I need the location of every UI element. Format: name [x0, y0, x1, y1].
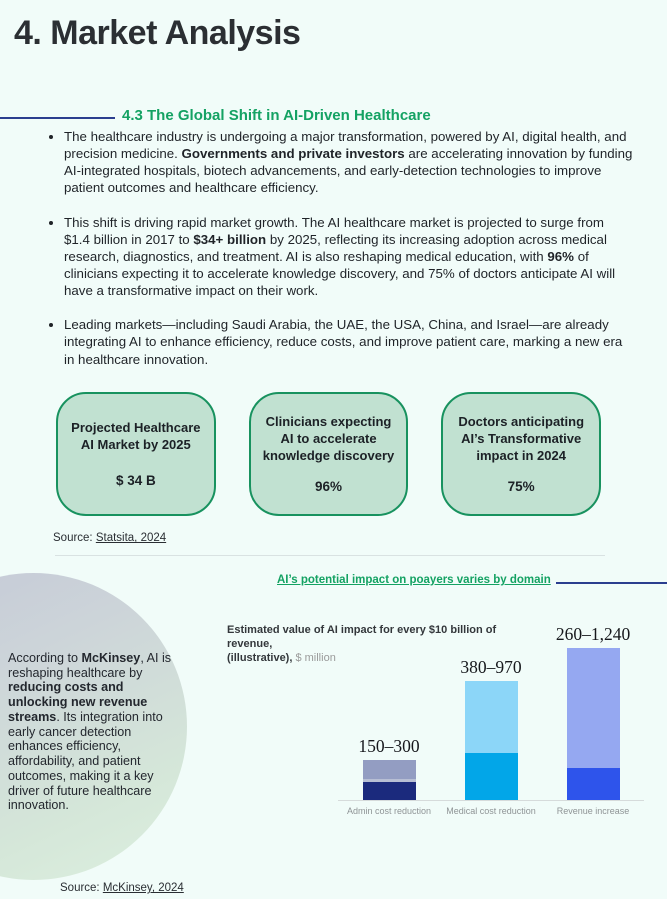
chart-title-unit: $ million	[292, 651, 336, 664]
stat-card-value: 96%	[314, 478, 343, 494]
chart-axis-label: Admin cost reduction	[346, 806, 432, 816]
insight-text: According to McKinsey, AI is reshaping healthcare by reducing costs and unlocking new revenue streams. Its integration into early cancer detection enhances efficiency, affordability, and patient outcomes, making it a key driver of future healthcare innovation.	[8, 651, 172, 813]
chart-bar-column	[542, 624, 644, 800]
chart-bar-column	[440, 657, 542, 800]
page-title: 4. Market Analysis	[14, 14, 301, 52]
bar-stack	[465, 681, 518, 800]
bullet-item-industry-transformation: • The healthcare industry is undergoing a major transformation, powered by AI, digital health, and precision medicine. Governments and private investors are accelerating innovation by funding AI-integrated hospitals, biotech advancements, and early-detection technologies to improve patient outcomes and healthcare efficiency.	[64, 128, 633, 197]
chart-axis-labels	[338, 801, 644, 816]
chart-title-line2: (illustrative),	[227, 651, 293, 664]
source-prefix: Source:	[60, 882, 103, 894]
stat-cards-row	[56, 392, 601, 516]
bar-segment-upper-range	[567, 648, 620, 768]
bar-range-label: 150–300	[358, 736, 420, 757]
bar-range-label: 260–1,240	[555, 623, 631, 644]
bar-segment-upper-range	[465, 681, 518, 753]
section-heading-rule	[0, 117, 115, 119]
source-mckinsey-link[interactable]: McKinsey, 2024	[102, 882, 184, 894]
chart-bar-column	[338, 736, 440, 800]
chart-bars	[338, 617, 644, 801]
stat-card-value: 75%	[507, 478, 535, 494]
bar-chart	[338, 617, 644, 816]
bullet-item-leading-markets: • Leading markets—including Saudi Arabia, the UAE, the USA, China, and Israel—are already integrating AI to enhance efficiency, reduce costs, and improve patient care, marking a new era in healthcare innovation.	[64, 316, 633, 367]
bar-stack	[567, 648, 620, 800]
chart-axis-label: Medical cost reduction	[446, 806, 536, 816]
source-prefix: Source:	[53, 532, 96, 544]
source-statsita	[53, 532, 166, 544]
section-divider	[55, 555, 605, 556]
stat-card-clinicians	[249, 392, 409, 516]
section-heading: 4.3 The Global Shift in AI-Driven Healthcare	[122, 107, 431, 124]
stat-card-market	[56, 392, 216, 516]
bar-segment-low-estimate	[363, 782, 416, 800]
stat-card-doctors	[441, 392, 601, 516]
stat-card-title: Projected Healthcare AI Market by 2025	[71, 419, 201, 452]
bullet-item-market-growth: • This shift is driving rapid market growth. The AI healthcare market is projected to surge from $1.4 billion in 2017 to $34+ billion by 2025, reflecting its increasing adoption across medical research, diagnostics, and treatment. AI is also reshaping medical education, with 96% of clinicians expecting it to accelerate knowledge discovery, and 75% of doctors anticipate AI will have a transformative impact on their work.	[64, 214, 633, 300]
chart-heading-rule	[556, 582, 667, 584]
bar-segment-low-estimate	[465, 753, 518, 800]
bullet-list	[48, 128, 633, 385]
source-statsita-link[interactable]: Statsita, 2024	[95, 532, 167, 544]
bar-range-label: 380–970	[460, 657, 522, 678]
stat-card-title: Doctors anticipating AI’s Transformative impact in 2024	[458, 414, 585, 463]
bar-stack	[363, 760, 416, 800]
chart-axis-label: Revenue increase	[556, 806, 630, 816]
bar-segment-low-estimate	[567, 768, 620, 800]
stat-card-value: $ 34 B	[115, 473, 156, 489]
bar-segment-upper-range	[363, 760, 416, 778]
chart-title-line1: Estimated value of AI impact for every $10 billion of revenue,	[227, 624, 497, 650]
stat-card-title: Clinicians expecting AI to accelerate knowledge discovery	[262, 414, 395, 463]
source-mckinsey	[60, 882, 184, 894]
chart-section-heading[interactable]: AI’s potential impact on poayers varies by domain	[277, 574, 551, 586]
